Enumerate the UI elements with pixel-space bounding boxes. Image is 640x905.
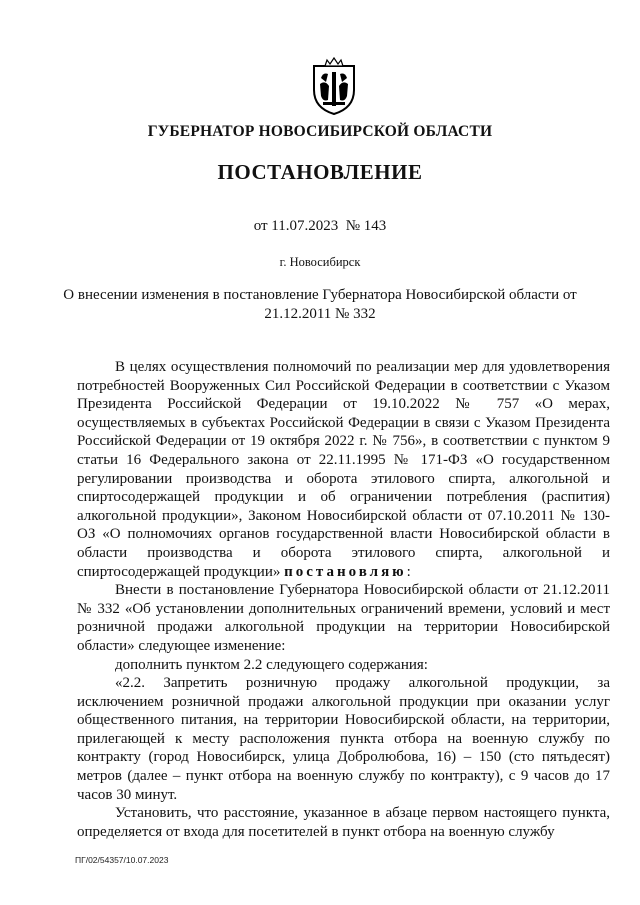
paragraph-amendment: Внести в постановление Губернатора Новосибирской области от 21.12.2011 № 332 «Об установлении дополнительных ограничений времени, условий и мест розничной продажи алкогольной продукции на территории Новосибирской области» следующее изменение: [77,582,610,654]
preamble-end: : [406,563,411,580]
document-body [77,358,610,841]
document-number: № 143 [345,218,387,234]
decree-keyword: постановляю [284,563,407,580]
document-type-title: ПОСТАНОВЛЕНИЕ [217,160,423,184]
paragraph-add-clause: дополнить пунктом 2.2 следующего содержания: [115,656,428,673]
paragraph-distance: Установить, что расстояние, указанное в абзаце первом настоящего пункта, определяется от входа для посетителей в пункт отбора на военную службу [77,805,610,840]
paragraph-preamble [77,358,610,581]
preamble-text: В целях осуществления полномочий по реализации мер для удовлетворения потребностей Вооруженных Сил Российской Федерации в соответствии с Указом Президента Российской Федерации от 19.10.2022 № 757 «О мерах, осуществляемых в субъектах Российской Федерации в связи с Указом Президента Российской Федерации от 19 октября 2022 г. № 756», в соответствии с пунктом 9 статьи 16 Федерального закона от 22.11.1995 № 171-ФЗ «О государственном регулировании производства и оборота этилового спирта, алкогольной и спиртосодержащей продукции и об ограничении потребления (распития) алкогольной продукции», Законом Новосибирской области от 07.10.2011 № 130-ОЗ «О полномочиях органов государственной власти Новосибирской области в области производства и оборота этилового спирта, алкогольной и спиртосодержащей продукции» [77,359,610,580]
paragraph-clause-2-2: «2.2. Запретить розничную продажу алкогольной продукции, за исключением розничной продажи алкогольной продукции при оказании услуг общественного питания, на территории Новосибирской области, на территории, прилегающей к месту расположения пункта отбора на военную службу по контракту (город Новосибирск, улица Добролюбова, 16) – 150 (сто пятьдесят) метров (далее – пункт отбора на военную службу по контракту), с 9 часов до 17 часов 30 минут. [77,675,610,803]
document-date: 11.07.2023 [271,218,339,234]
date-prefix: от [253,218,268,234]
issuing-authority: ГУБЕРНАТОР НОВОСИБИРСКОЙ ОБЛАСТИ [147,123,493,140]
document-city: г. Новосибирск [279,255,361,269]
document-date-line [0,218,640,235]
document-code: ПГ/02/54357/10.07.2023 [75,855,169,865]
document-subject: О внесении изменения в постановление Губернатора Новосибирской области от 21.12.2011 № 332 [63,287,577,322]
coat-of-arms-icon [311,56,357,116]
